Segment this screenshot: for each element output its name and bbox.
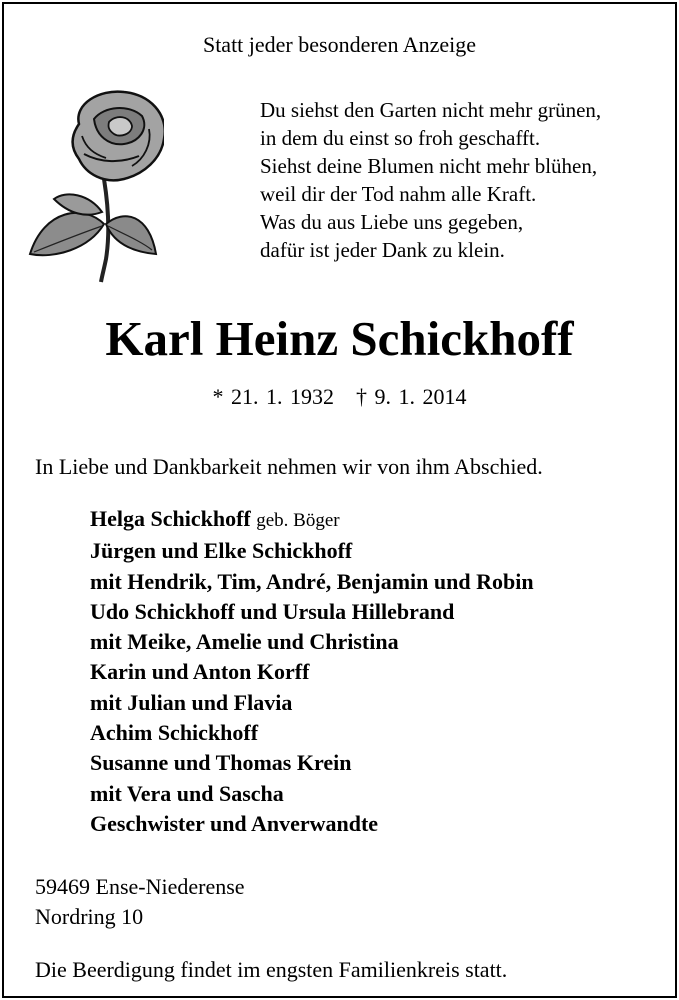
deceased-name: Karl Heinz Schickhoff — [105, 311, 574, 366]
poem-line: Siehst deine Blumen nicht mehr blühen, — [260, 154, 598, 178]
list-item: mit Meike, Amelie und Christina — [90, 629, 399, 655]
farewell-text: In Liebe und Dankbarkeit nehmen wir von ihm Abschied. — [35, 454, 543, 479]
list-item: mit Vera und Sascha — [90, 780, 284, 806]
address-block — [35, 872, 245, 932]
notice-header: Statt jeder besonderen Anzeige — [202, 32, 477, 57]
poem-line: in dem du einst so froh geschafft. — [260, 126, 541, 150]
mourner-name: Helga Schickhoff — [90, 506, 251, 531]
poem-line: Was du aus Liebe uns gegeben, — [260, 210, 524, 234]
life-dates — [4, 384, 675, 410]
list-item: Udo Schickhoff und Ursula Hillebrand — [90, 598, 455, 624]
list-item: mit Hendrik, Tim, André, Benjamin und Robin — [90, 568, 534, 594]
poem — [260, 96, 601, 264]
rose-icon — [24, 84, 164, 284]
list-item — [90, 504, 534, 536]
list-item: Susanne und Thomas Krein — [90, 750, 352, 776]
obituary-notice — [2, 2, 677, 998]
list-item: Geschwister und Anverwandte — [90, 810, 379, 836]
mourners-list — [90, 504, 534, 839]
poem-line: Du siehst den Garten nicht mehr grünen, — [260, 98, 602, 122]
poem-line: weil dir der Tod nahm alle Kraft. — [260, 182, 537, 206]
birth-date: * 21. 1. 1932 — [212, 384, 334, 409]
maiden-name-note: geb. Böger — [256, 510, 340, 531]
list-item: Jürgen und Elke Schickhoff — [90, 538, 353, 564]
address-street: Nordring 10 — [35, 904, 144, 929]
address-city: 59469 Ense-Niederense — [35, 874, 245, 899]
list-item: mit Julian und Flavia — [90, 689, 293, 715]
funeral-note: Die Beerdigung findet im engsten Familienkreis statt. — [35, 957, 508, 982]
list-item: Karin und Anton Korff — [90, 659, 310, 685]
list-item: Achim Schickhoff — [90, 720, 259, 746]
death-date: † 9. 1. 2014 — [356, 384, 467, 409]
poem-line: dafür ist jeder Dank zu klein. — [260, 238, 505, 262]
